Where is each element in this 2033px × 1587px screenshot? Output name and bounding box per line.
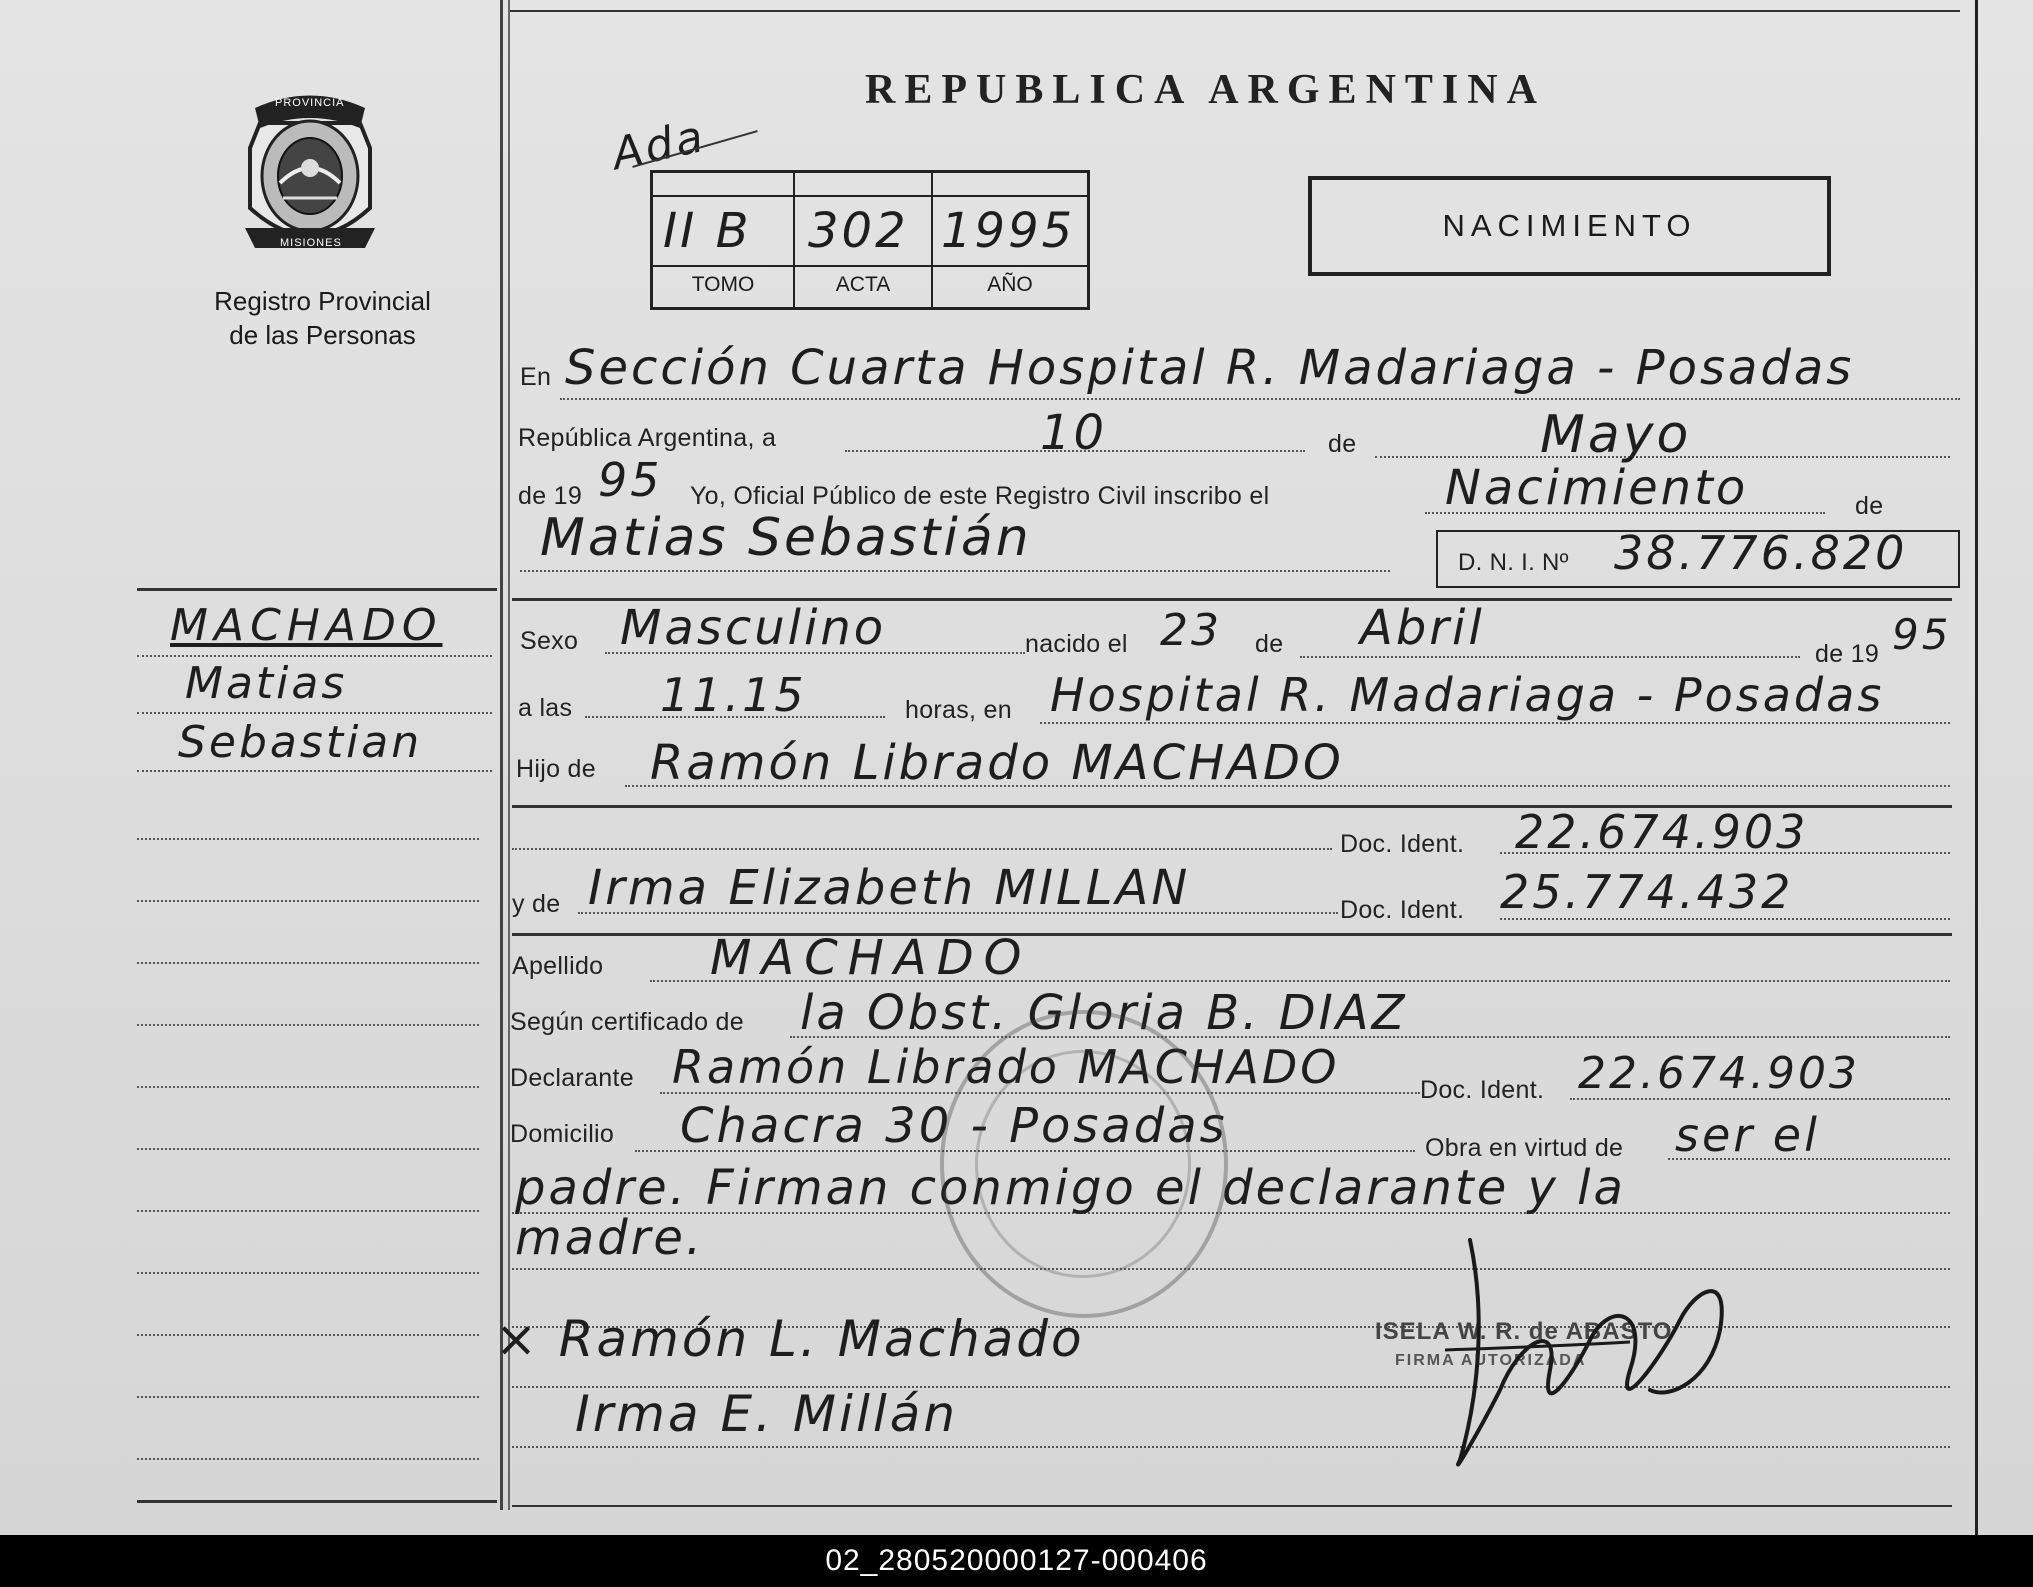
- value-apellido: MACHADO: [710, 930, 1032, 986]
- value-dia-nac: 23: [1160, 605, 1222, 656]
- margin-line-13: [137, 1396, 479, 1398]
- acta-label: ACTA: [835, 273, 891, 296]
- value-certificado: la Obst. Gloria B. DIAZ: [800, 985, 1408, 1041]
- value-obra-2: padre. Firman conmigo el declarante y la: [515, 1160, 1626, 1216]
- registry-box: [650, 170, 1090, 310]
- value-padre: Ramón Librado MACHADO: [650, 735, 1344, 791]
- margin-line-10: [137, 1210, 479, 1212]
- label-de-mes: de: [1328, 430, 1357, 458]
- country-title: REPUBLICA ARGENTINA: [865, 67, 1546, 113]
- margin-line-9: [137, 1148, 479, 1150]
- agency-name: [120, 284, 525, 352]
- label-doc-declarante: Doc. Ident.: [1420, 1076, 1545, 1104]
- annotation-ada: Ada: [607, 110, 711, 181]
- margin-line-11: [137, 1272, 479, 1274]
- acta-value: 302: [808, 203, 909, 259]
- value-mes: Mayo: [1540, 405, 1692, 465]
- margin-surname: MACHADO: [170, 600, 443, 651]
- label-inscribo: Yo, Oficial Público de este Registro Civil inscribo el: [690, 482, 1270, 510]
- seal-text-top: PROVINCIA: [275, 97, 345, 109]
- margin-line-4: [137, 838, 479, 840]
- margin-line-5: [137, 900, 479, 902]
- value-dni: 38.776.820: [1614, 526, 1908, 580]
- margin-divider-inner: [508, 0, 510, 1510]
- value-obra-1: ser el: [1675, 1108, 1820, 1162]
- registry-box-topband: [653, 173, 1087, 197]
- margin-line-14: [137, 1458, 479, 1460]
- label-de-after: de: [1855, 492, 1884, 520]
- value-doc-padre: 22.674.903: [1515, 805, 1809, 859]
- value-acto: Nacimiento: [1445, 460, 1749, 516]
- label-apellido: Apellido: [512, 952, 604, 980]
- act-type-label: NACIMIENTO: [1442, 208, 1697, 243]
- value-anio-corto: 95: [598, 453, 663, 507]
- line-nombre: [520, 570, 1390, 572]
- officer-stamp-line1: ISELA W. R. de ABASTO: [1375, 1318, 1673, 1345]
- signature-declarante-text: Ramón L. Machado: [558, 1310, 1085, 1368]
- margin-rule-top: [137, 588, 497, 591]
- seal-text-bottom: MISIONES: [280, 237, 342, 249]
- value-mes-nac: Abril: [1360, 600, 1485, 656]
- tomo-label: TOMO: [691, 273, 755, 296]
- label-domicilio: Domicilio: [510, 1120, 615, 1148]
- label-de-19: de 19: [518, 482, 583, 510]
- label-sexo: Sexo: [520, 627, 579, 655]
- label-de-mes-nac: de: [1255, 630, 1284, 658]
- label-horas-en: horas, en: [905, 696, 1012, 724]
- margin-line-8: [137, 1086, 479, 1088]
- line-doc-padre-blank: [512, 848, 1332, 850]
- label-dni: D. N. I. Nº: [1458, 549, 1569, 576]
- margin-rule-bottom: [137, 1500, 497, 1503]
- label-segun: Según certificado de: [510, 1008, 744, 1036]
- act-type-box: [1308, 176, 1831, 276]
- dni-box: [1436, 526, 1960, 588]
- official-seal-inner: [975, 1050, 1191, 1278]
- margin-line-3: [137, 770, 492, 772]
- value-dia: 10: [1040, 405, 1108, 461]
- label-hijo-de: Hijo de: [516, 755, 596, 783]
- province-seal: [235, 88, 385, 258]
- value-lugar: Sección Cuarta Hospital R. Madariaga - Posadas: [565, 340, 1855, 396]
- label-obra: Obra en virtud de: [1425, 1134, 1624, 1162]
- value-declarante: Ramón Librado MACHADO: [672, 1040, 1340, 1094]
- officer-signature: [1440, 1230, 1760, 1480]
- label-doc-madre: Doc. Ident.: [1340, 896, 1465, 924]
- label-nacido-el: nacido el: [1025, 630, 1128, 658]
- value-doc-madre: 25.774.432: [1500, 865, 1794, 919]
- margin-line-1: [137, 655, 492, 657]
- label-republica: República Argentina, a: [518, 424, 777, 452]
- top-rule: [510, 10, 1960, 12]
- value-hora: 11.15: [660, 668, 807, 722]
- officer-stamp-line2: FIRMA AUTORIZADA: [1395, 1352, 1587, 1369]
- margin-line-7: [137, 1024, 479, 1026]
- value-sexo: Masculino: [620, 600, 887, 656]
- label-doc-padre: Doc. Ident.: [1340, 830, 1465, 858]
- page-right-edge: [1975, 0, 1978, 1535]
- value-lugar-nac: Hospital R. Madariaga - Posadas: [1050, 668, 1885, 722]
- label-a-las: a las: [518, 694, 573, 722]
- anio-label: AÑO: [987, 273, 1033, 296]
- label-de-19-nac: de 19: [1815, 640, 1880, 668]
- label-y-de: y de: [512, 890, 561, 918]
- signature-declarante: × Ramón L. Machado: [495, 1310, 1085, 1368]
- registry-sep-h: [653, 265, 1087, 267]
- margin-line-6: [137, 962, 479, 964]
- line-lugar-nac: [1040, 722, 1950, 724]
- margin-given-2: Sebastian: [178, 717, 423, 768]
- signature-madre: Irma E. Millán: [575, 1385, 959, 1443]
- anio-value: 1995: [941, 203, 1076, 259]
- value-madre: Irma Elizabeth MILLAN: [588, 860, 1191, 916]
- value-nombre: Matias Sebastián: [540, 508, 1032, 568]
- image-id-footer: 02_280520000127-000406: [0, 1535, 2033, 1587]
- label-en: En: [520, 363, 552, 391]
- value-anio-nac: 95: [1892, 610, 1952, 659]
- line-mes-nac: [1300, 656, 1800, 658]
- value-doc-declarante: 22.674.903: [1578, 1048, 1860, 1099]
- margin-line-2: [137, 712, 492, 714]
- margin-given-1: Matias: [185, 658, 348, 709]
- agency-line-2: de las Personas: [229, 320, 416, 350]
- tomo-value: II B: [663, 203, 752, 259]
- value-domicilio: Chacra 30 - Posadas: [680, 1098, 1228, 1154]
- margin-divider: [500, 0, 503, 1510]
- agency-line-1: Registro Provincial: [214, 286, 431, 316]
- rule-bottom: [512, 1505, 1952, 1507]
- line-en: [560, 398, 1960, 400]
- margin-line-12: [137, 1334, 479, 1336]
- label-declarante: Declarante: [510, 1064, 634, 1092]
- value-obra-3: madre.: [515, 1210, 705, 1266]
